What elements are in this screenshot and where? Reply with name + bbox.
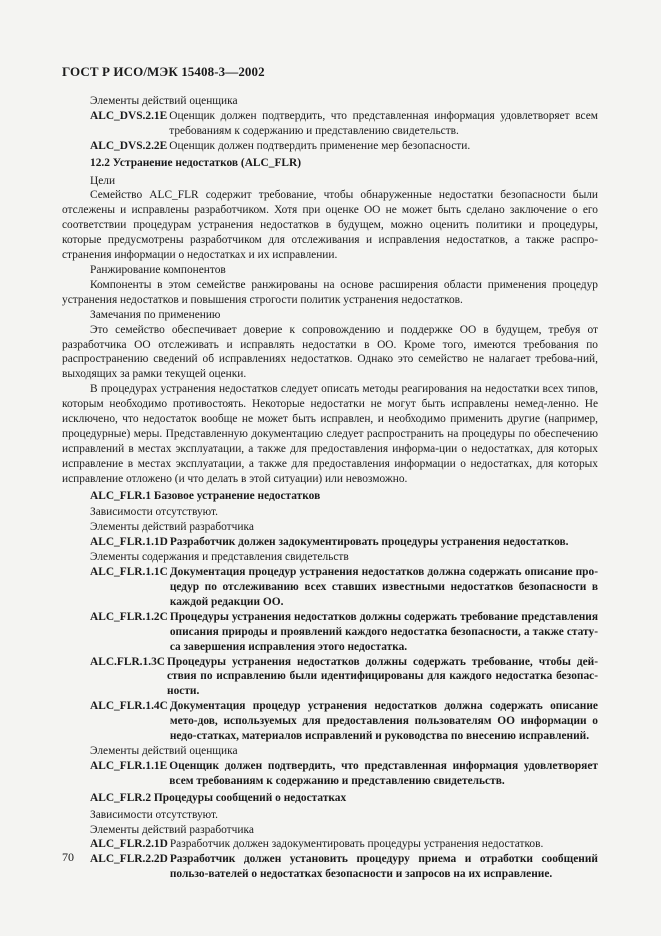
section-heading: 12.2 Устранение недостатков (ALC_FLR) [90,156,302,169]
dev-actions-label: Элементы действий разработчика [90,823,254,836]
element-code: ALC_FLR.1.1D [90,536,168,549]
standard-header: ГОСТ Р ИСО/МЭК 15408-3—2002 [62,64,265,79]
element-text: Оценщик должен подтвердить, что представленная информация удовлетворяет всем требованиям к содержанию и представлению свидетельств. [169,109,598,137]
requirement-element [62,109,598,139]
page-content [62,94,598,882]
ranking-paragraph: Компоненты в этом семействе ранжированы на основе расширения области применения процедур устранения недостатков и повышения строгости политик устранения недостатков. [62,278,598,306]
requirement-element [62,139,598,154]
eval-actions-label: Элементы действий оценщика [90,744,238,757]
element-code: ALC_DVS.2.2E [90,139,168,152]
element-text: Разработчик должен задокументировать процедуры устранения недостатков. [169,536,569,549]
requirement-element [62,535,598,550]
requirement-element [62,655,598,700]
element-text: Оценщик должен подтвердить, что представленная информация удовлетворяет всем требованиям к содержанию и представлению свидетельств. [169,759,598,787]
requirement-element [62,565,598,610]
requirement-element [62,852,598,882]
element-text: Разработчик должен установить процедуру приема и отработки сообщений пользо-вателей о недостатках безопасности и запросов на их исправление. [169,853,598,881]
element-code: ALC.FLR.1.3C [90,655,165,668]
element-text: Документация процедур устранения недостатков должна содержать описание про-цедур по отслеживанию всех ставших известными недостатков безопасности в каждой редакции ОО. [169,566,598,608]
component-title: ALC_FLR.2 Процедуры сообщений о недостатках [90,791,347,804]
element-code: ALC_FLR.1.1E [90,759,168,772]
dvs-eval-label: Элементы действий оценщика [90,95,238,107]
goals-label: Цели [90,174,116,187]
requirement-element [62,759,598,789]
dev-actions-label: Элементы действий разработчика [90,521,254,534]
goals-paragraph: Семейство ALC_FLR содержит требование, чтобы обнаруженные недостатки безопасности были отслежены и исправлены разработчиком. Хотя при оценке ОО не может быть сделано заключение о его соответствии процедурам устранения недостатков в будущем, можно оценить политики и процедуры, которые предусмотрены разработчиком для отслеживания и исправления недостатков, а также распро-странения информации о недостатках и их исправлении. [62,189,598,262]
dependencies-text: Зависимости отсутствуют. [90,808,218,821]
element-code: ALC_FLR.1.1C [90,566,168,579]
element-text: Документация процедур устранения недостатков должна содержать описание мето-дов, используемых для предоставления пользователям ОО информации о недо-статках, материалов исправлений и руководства по внесению исправлений. [169,700,598,743]
element-code: ALC_FLR.2.2D [90,853,168,866]
requirement-element [62,610,598,655]
page-number: 70 [62,850,74,864]
content-elements-label: Элементы содержания и представления свидетельств [90,551,349,564]
requirement-element [62,837,598,852]
element-code: ALC_FLR.2.1D [90,838,168,851]
element-text: Процедуры устранения недостатков должны содержать требование, чтобы дей-ствия по исправлению были идентифицированы для каждого недостатка безопас-ности. [167,655,598,698]
notes-label: Замечания по применению [90,308,221,321]
element-code: ALC_DVS.2.1E [90,109,168,122]
dependencies-text: Зависимости отсутствуют. [90,506,218,519]
element-code: ALC_FLR.1.4C [90,700,168,713]
requirement-element [62,699,598,744]
element-code: ALC_FLR.1.2C [90,610,168,623]
component-title: ALC_FLR.1 Базовое устранение недостатков [90,489,321,502]
element-text: Оценщик должен подтвердить применение мер безопасности. [169,139,471,152]
ranking-label: Ранжирование компонентов [90,263,226,276]
notes-paragraph-1: Это семейство обеспечивает доверие к сопровождению и поддержке ОО в будущем, требуя от разработчика ОО отслеживать и исправлять недостатки в ОО. Кроме того, имеются требования по распространению сведений об исправлениях недостатков. Однако это семейство не налагает требова-ний, выходящих за рамки текущей оценки. [62,323,598,381]
element-text: Процедуры устранения недостатков должны содержать требование представления описания природы и проявлений каждого недостатка безопасности, а также стату-са завершения исправления этого недостатка. [169,610,598,653]
element-text: Разработчик должен задокументировать процедуры устранения недостатков. [169,838,544,851]
notes-paragraph-2: В процедурах устранения недостатков следует описать методы реагирования на недостатки всех типов, которым необходимо противостоять. Некоторые недостатки не могут быть исправлены немед-ленно. Не исключено, что недостаток вообще не может быть исправлен, и необходимо применить другие (например, процедурные) меры. Представленную документацию следует распространить на процедуры по обеспечению исправлений в местах эксплуатации, а также для предоставления информа-ции о недостатках, для которых исправление в местах эксплуатации, а также для предоставления информации о недостатках, для которых исправление отложено (и что делать в этой ситуации) или невозможно. [62,383,598,485]
